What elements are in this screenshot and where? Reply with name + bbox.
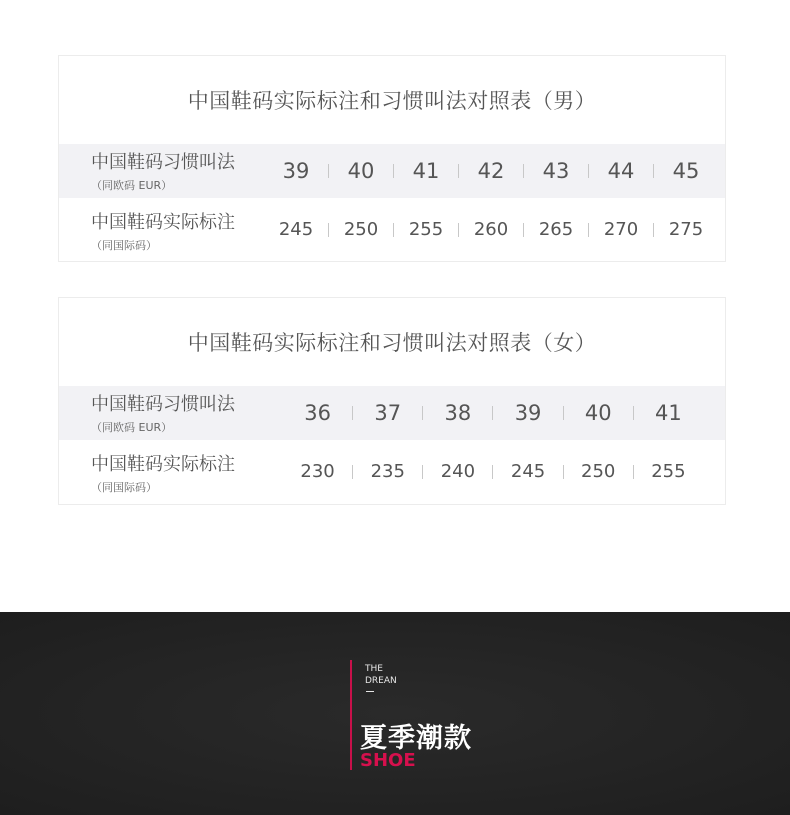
women-actual-label: 中国鞋码实际标注 — [91, 454, 235, 475]
men-actual-label-group — [91, 208, 235, 253]
footer-the-text: THE — [365, 664, 383, 674]
women-habit-sublabel: （同欧码 EUR） — [91, 421, 173, 434]
size-cell: 40 — [347, 159, 375, 183]
footer-banner — [0, 612, 790, 815]
women-table-title: 中国鞋码实际标注和习惯叫法对照表（女） — [187, 331, 597, 355]
size-cell: 45 — [672, 159, 700, 183]
men-actual-sublabel: （同国际码） — [91, 239, 157, 252]
size-cell: 245 — [510, 461, 546, 482]
footer-dream-text: DREAN — [365, 676, 397, 686]
size-cell: 255 — [408, 219, 444, 240]
women-habit-row — [59, 386, 725, 440]
size-cell: 235 — [370, 461, 405, 482]
men-habit-sublabel: （同欧码 EUR） — [91, 179, 173, 192]
men-habit-label-group — [91, 148, 235, 193]
size-cell: 40 — [584, 401, 612, 425]
size-cell: 265 — [538, 219, 574, 240]
size-cell: 250 — [343, 219, 379, 240]
men-size-table — [58, 55, 726, 262]
men-habit-label: 中国鞋码习惯叫法 — [91, 152, 235, 173]
size-cell: 275 — [668, 219, 704, 240]
men-actual-row — [59, 198, 725, 261]
size-cell: 270 — [603, 219, 639, 240]
footer-tagline — [365, 663, 397, 687]
size-cell: 245 — [278, 219, 314, 240]
size-cell: 38 — [444, 401, 472, 425]
size-cell: 42 — [477, 159, 505, 183]
size-cell: 41 — [412, 159, 440, 183]
size-cell: 36 — [304, 401, 331, 425]
women-actual-cells — [283, 440, 703, 503]
women-habit-label-group — [91, 390, 235, 435]
size-cell: 240 — [440, 461, 476, 482]
footer-title-cn: 夏季潮款 — [360, 723, 472, 754]
size-cell: 39 — [514, 401, 542, 425]
men-table-title: 中国鞋码实际标注和习惯叫法对照表（男） — [187, 89, 597, 113]
size-cell: 255 — [651, 461, 686, 482]
size-cell: 39 — [282, 159, 310, 183]
size-cell: 44 — [607, 159, 635, 183]
women-actual-row — [59, 440, 725, 503]
accent-line — [350, 660, 352, 770]
size-cell: 41 — [655, 401, 682, 425]
women-habit-cells — [283, 386, 703, 440]
footer-dash — [366, 691, 374, 692]
women-habit-label: 中国鞋码习惯叫法 — [91, 394, 235, 415]
size-cell: 230 — [300, 461, 335, 482]
men-actual-label: 中国鞋码实际标注 — [91, 212, 235, 233]
men-habit-cells — [264, 144, 719, 198]
footer-title-en: SHOE — [360, 750, 416, 771]
men-actual-cells — [264, 198, 719, 261]
size-cell: 260 — [473, 219, 509, 240]
size-cell: 43 — [542, 159, 570, 183]
women-actual-label-group — [91, 450, 235, 495]
women-actual-sublabel: （同国际码） — [91, 481, 157, 494]
men-habit-row — [59, 144, 725, 198]
size-cell: 250 — [581, 461, 616, 482]
size-cell: 37 — [374, 401, 402, 425]
women-size-table — [58, 297, 726, 505]
